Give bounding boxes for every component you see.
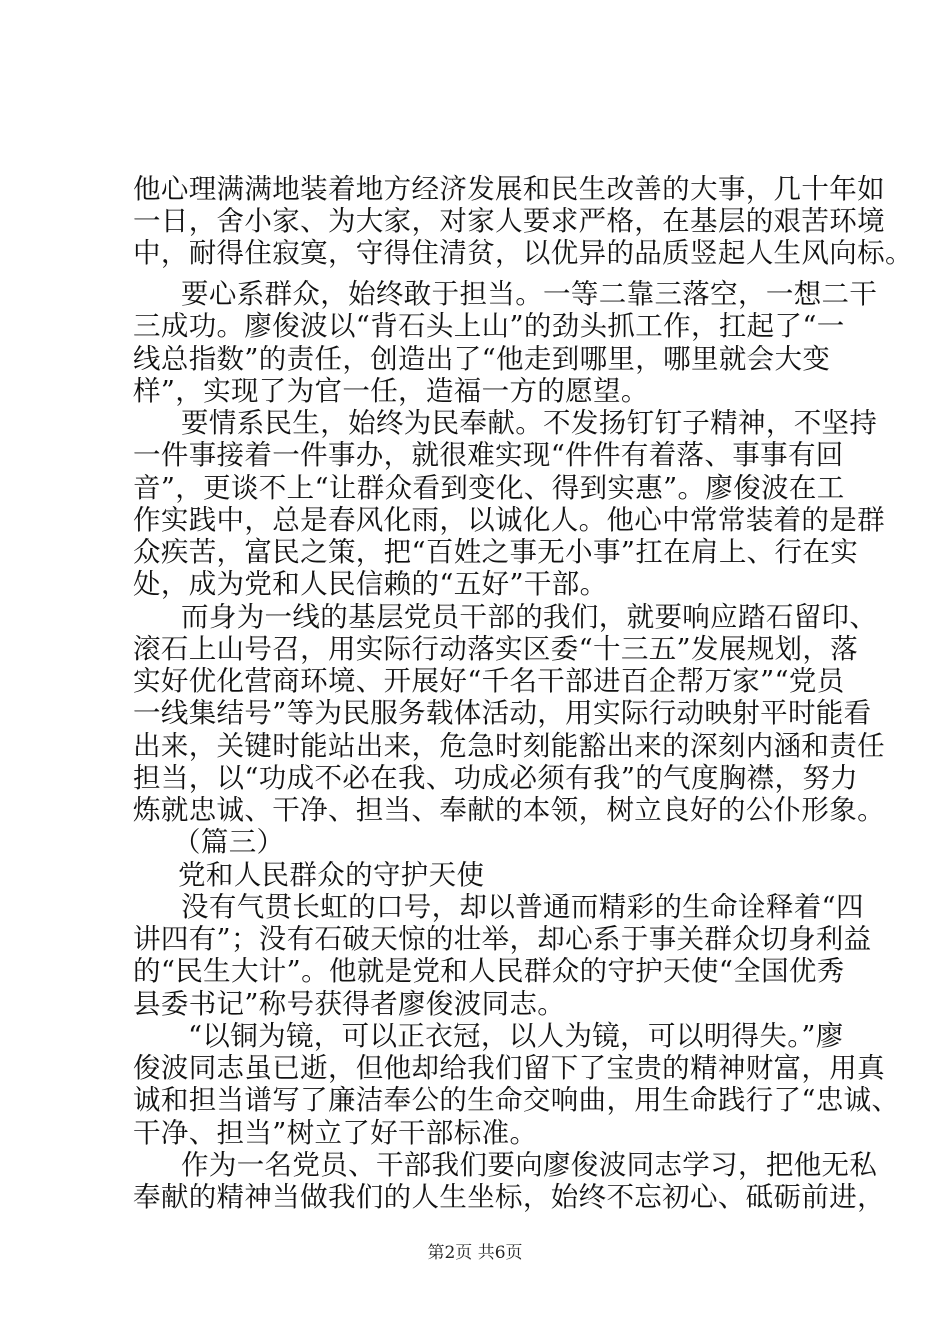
section-heading: （篇三） bbox=[173, 826, 285, 858]
text-line: 奉献的精神当做我们的人生坐标，始终不忘初心、砥砺前进， bbox=[133, 1181, 885, 1213]
text-line: 中，耐得住寂寞，守得住清贫，以优异的品质竖起人生风向标。 bbox=[133, 237, 913, 269]
text-line: 样”，实现了为官一任，造福一方的愿望。 bbox=[133, 375, 649, 407]
text-line: 线总指数”的责任，创造出了“他走到哪里，哪里就会大变 bbox=[133, 343, 831, 375]
text-line: 炼就忠诚、干净、担当、奉献的本领，树立良好的公仆形象。 bbox=[133, 794, 885, 826]
text-line: 三成功。廖俊波以“背石头上山”的劲头抓工作，扛起了“一 bbox=[133, 310, 845, 342]
text-line: 他心理满满地装着地方经济发展和民生改善的大事，几十年如 bbox=[133, 173, 885, 205]
text-line: 作实践中，总是春风化雨，以诚化人。他心中常常装着的是群 bbox=[133, 504, 885, 536]
paragraph-first-line: 而身为一线的基层党员干部的我们，就要响应踏石留印、 bbox=[181, 601, 878, 633]
text-line: 音”，更谈不上“让群众看到变化、得到实惠”。廖俊波在工 bbox=[133, 472, 845, 504]
paragraph-first-line: 作为一名党员、干部我们要向廖俊波同志学习，把他无私 bbox=[181, 1149, 878, 1181]
paragraph-first-line: 没有气贯长虹的口号，却以普通而精彩的生命诠释着“四 bbox=[181, 891, 864, 923]
text-line: 一日，舍小家、为大家，对家人要求严格，在基层的艰苦环境 bbox=[133, 205, 885, 237]
text-line: 县委书记”称号获得者廖俊波同志。 bbox=[133, 988, 566, 1020]
text-line: 担当，以“功成不必在我、功成必须有我”的气度胸襟，努力 bbox=[133, 762, 859, 794]
text-line: 处，成为党和人民信赖的“五好”干部。 bbox=[133, 568, 608, 600]
paragraph-first-line: “以铜为镜，可以正衣冠，以人为镜，可以明得失。”廖 bbox=[188, 1020, 844, 1052]
text-line: 干净、担当”树立了好干部标准。 bbox=[133, 1117, 538, 1149]
page-footer: 第2页 共6页 bbox=[427, 1243, 523, 1263]
paragraph-first-line: 要心系群众，始终敢于担当。一等二靠三落空，一想二干 bbox=[181, 278, 878, 310]
text-line: 出来，关键时能站出来，危急时刻能豁出来的深刻内涵和责任 bbox=[133, 730, 885, 762]
text-line: 俊波同志虽已逝，但他却给我们留下了宝贵的精神财富，用真 bbox=[133, 1052, 885, 1084]
text-line: 讲四有”；没有石破天惊的壮举，却心系于事关群众切身利益 bbox=[133, 923, 872, 955]
paragraph-first-line: 要情系民生，始终为民奉献。不发扬钉钉子精神，不坚持 bbox=[181, 407, 878, 439]
text-line: 一线集结号”等为民服务载体活动，用实际行动映射平时能看 bbox=[133, 697, 872, 729]
article-title: 党和人民群众的守护天使 bbox=[178, 859, 485, 891]
text-line: 众疾苦，富民之策，把“百姓之事无小事”扛在肩上、行在实 bbox=[133, 536, 859, 568]
text-line: 诚和担当谱写了廉洁奉公的生命交响曲，用生命践行了“忠诚、 bbox=[133, 1084, 900, 1116]
text-line: 一件事接着一件事办，就很难实现“件件有着落、事事有回 bbox=[133, 439, 844, 471]
text-line: 的“民生大计”。他就是党和人民群众的守护天使“全国优秀 bbox=[133, 955, 845, 987]
text-line: 实好优化营商环境、开展好“千名干部进百企帮万家”“党员 bbox=[133, 665, 845, 697]
text-line: 滚石上山号召，用实际行动落实区委“十三五”发展规划，落 bbox=[133, 633, 859, 665]
